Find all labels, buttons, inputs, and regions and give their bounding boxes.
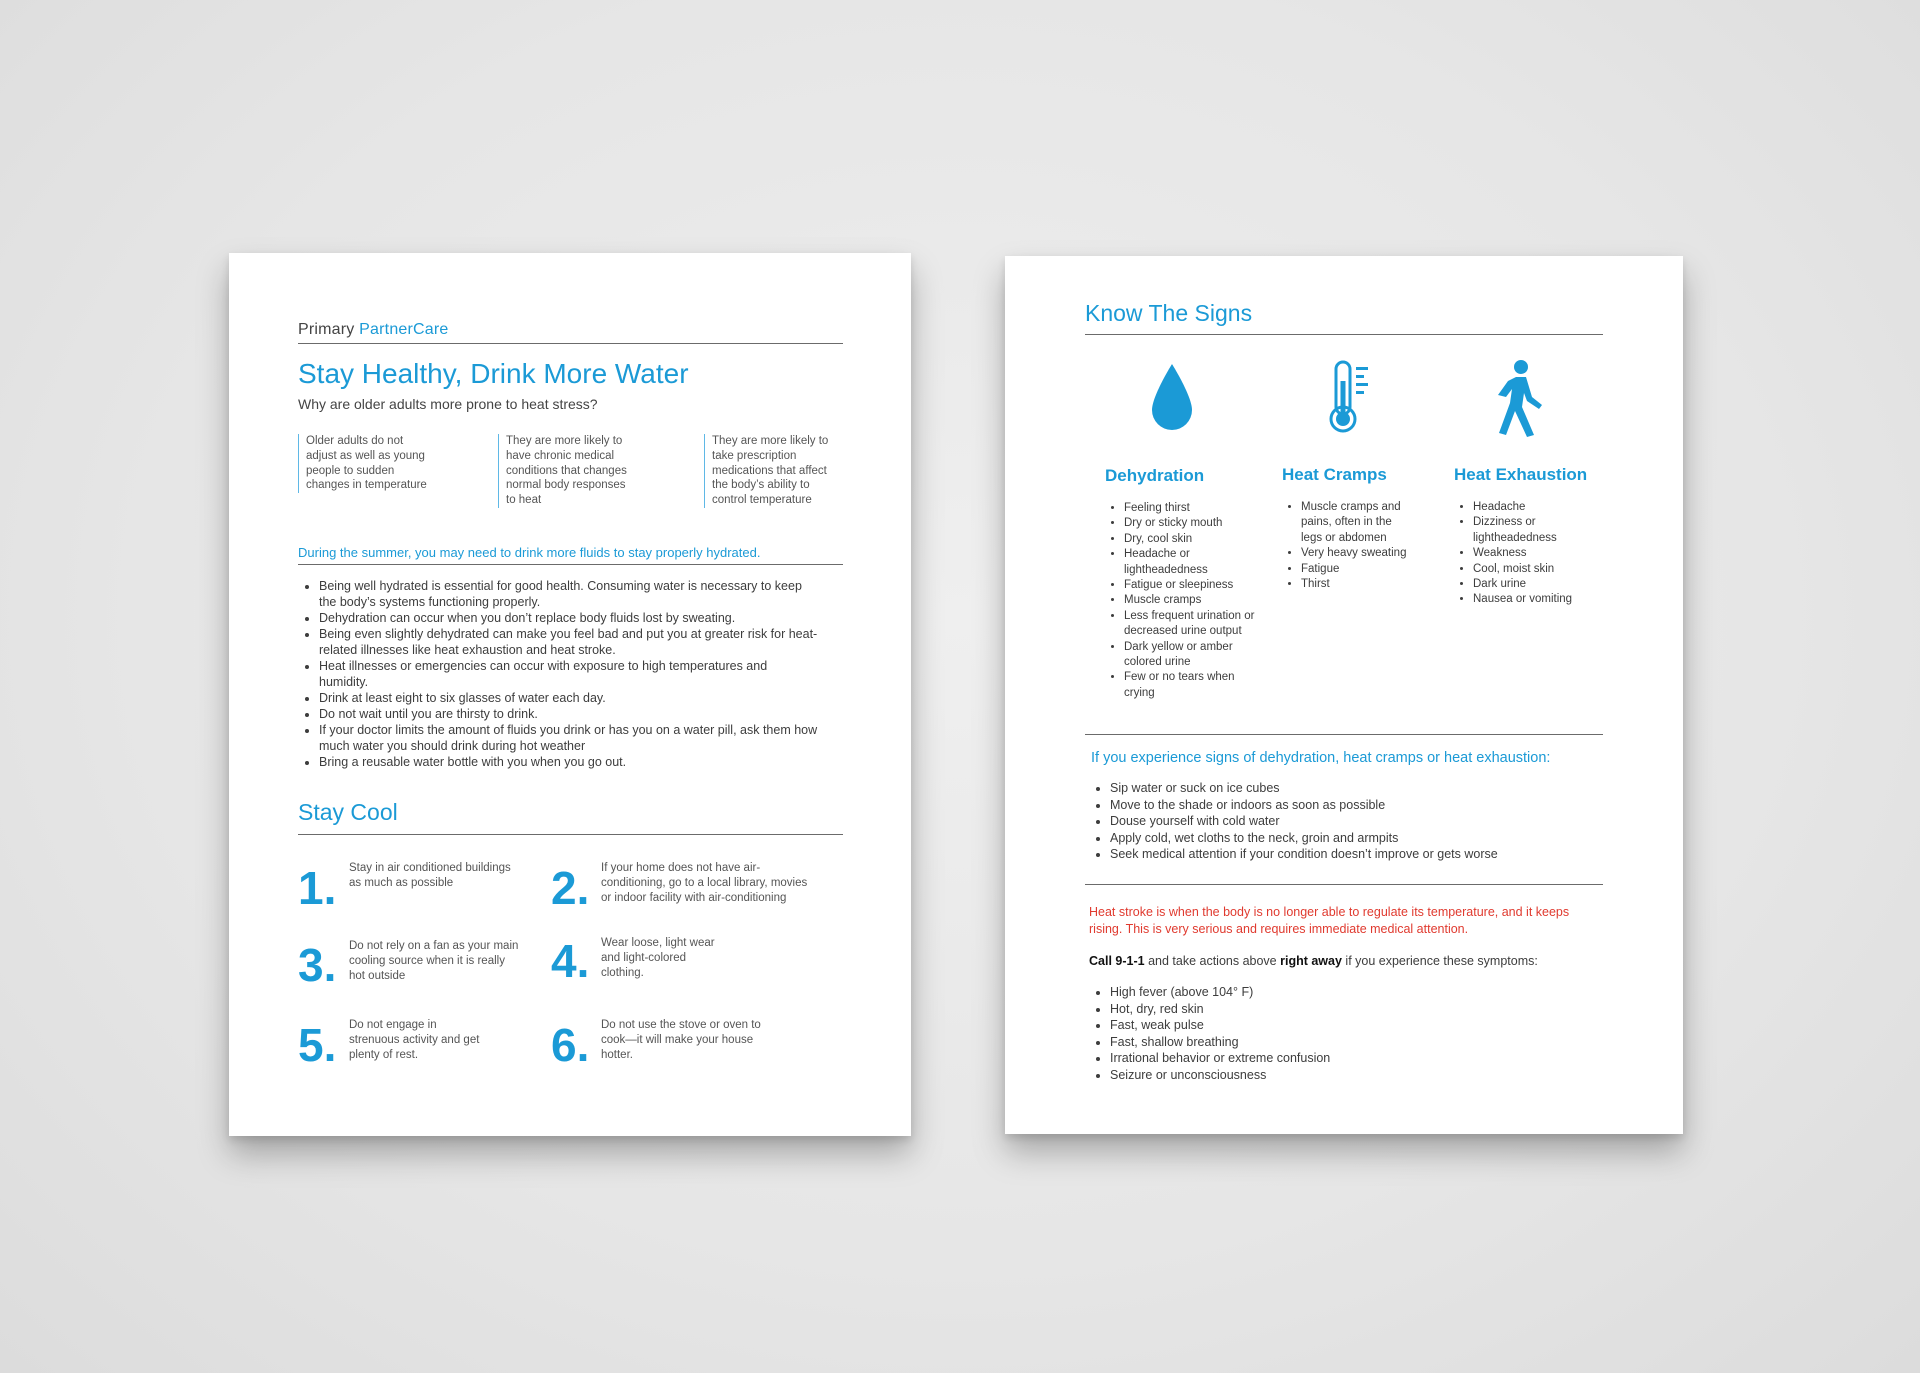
tip-text: Do not use the stove or oven to cook—it will make your house hotter. (601, 1019, 761, 1061)
reason-column-3: They are more likely to take prescription medications that affect the body’s ability to control temperature (704, 434, 842, 508)
experience-list (1089, 780, 1609, 863)
list-item: • Dry, cool skin (1124, 532, 1255, 547)
logo-word-partnercare: PartnerCare (359, 321, 449, 338)
sign-title-heat-cramps: Heat Cramps (1282, 465, 1387, 484)
summer-divider (298, 564, 843, 565)
list-item: • Fast, weak pulse (1110, 1017, 1609, 1034)
flyer-page-back (1005, 256, 1683, 1134)
summer-note: During the summer, you may need to drink more fluids to stay properly hydrated. (298, 545, 761, 560)
tip-number: 1. (298, 862, 337, 914)
list-item: • Weakness (1473, 546, 1604, 561)
list-item: • Dizziness or lightheadedness (1473, 515, 1573, 546)
know-signs-title: Know The Signs (1085, 300, 1253, 326)
tip-number: 5. (298, 1019, 337, 1071)
water-drop-icon (1149, 362, 1195, 434)
list-item: • Sip water or suck on ice cubes (1110, 780, 1609, 797)
reason-column-1: Older adults do not adjust as well as young people to sudden changes in temperature (298, 434, 436, 493)
sign-title-heat-exhaustion: Heat Exhaustion (1454, 465, 1588, 484)
list-item: • High fever (above 104° F) (1110, 984, 1609, 1001)
list-item: • Move to the shade or indoors as soon as possible (1110, 797, 1609, 814)
list-item: • Dry or sticky mouth (1124, 516, 1255, 531)
list-item: • Seizure or unconsciousness (1110, 1067, 1609, 1084)
call-911-line (1089, 954, 1538, 968)
list-item: • Being even slightly dehydrated can make you feel bad and put you at greater risk for heat-related illnesses like heat exhaustion and heat stroke. (319, 626, 818, 658)
tip-text: Stay in air conditioned buildings as much as possible (349, 862, 511, 889)
list-item: • Do not wait until you are thirsty to drink. (319, 706, 818, 722)
list-item: • Less frequent urination or decreased urine output (1124, 609, 1255, 640)
page-title: Stay Healthy, Drink More Water (298, 358, 689, 389)
call-mid-text: and take actions above (1144, 954, 1281, 968)
list-item: • Dark yellow or amber colored urine (1124, 640, 1244, 671)
list-item: • Heat illnesses or emergencies can occur with exposure to high temperatures and humidity. (319, 658, 818, 690)
list-item: • Feeling thirst (1124, 501, 1255, 516)
experience-divider (1085, 884, 1603, 885)
tip-text: Do not rely on a fan as your main cooling source when it is really hot outside (349, 940, 519, 982)
call-number: Call 9-1-1 (1089, 954, 1145, 968)
stay-cool-divider (298, 834, 843, 835)
flyer-page-front (229, 253, 911, 1136)
list-item: • Fatigue or sleepiness (1124, 578, 1255, 593)
hydration-bullets (298, 578, 818, 770)
list-item: • Few or no tears when crying (1124, 670, 1244, 701)
walking-person-icon (1494, 359, 1546, 439)
reason-column-2: They are more likely to have chronic medical conditions that changes normal body responses to heat (498, 434, 636, 508)
list-item: • Cool, moist skin (1473, 562, 1604, 577)
stay-cool-title: Stay Cool (298, 799, 398, 825)
tip-text: If your home does not have air-conditioning, go to a local library, movies or indoor facility with air-conditioning (601, 862, 808, 904)
list-item: • Hot, dry, red skin (1110, 1001, 1609, 1018)
page-subtitle: Why are older adults more prone to heat stress? (298, 396, 598, 412)
list-item: • Bring a reusable water bottle with you when you go out. (319, 754, 818, 770)
heat-stroke-warning: Heat stroke is when the body is no longer able to regulate its temperature, and it keeps rising. This is very serious and requires immediate medical attention. (1089, 905, 1570, 936)
tip-number: 4. (551, 935, 590, 987)
heat-stroke-symptoms (1089, 984, 1609, 1084)
list-item: • Nausea or vomiting (1473, 592, 1604, 607)
list-item: • Dehydration can occur when you don’t replace body fluids lost by sweating. (319, 610, 818, 626)
header-divider (298, 343, 843, 344)
list-item: • Drink at least eight to six glasses of water each day. (319, 690, 818, 706)
signs-divider (1085, 334, 1603, 335)
list-item: • Dark urine (1473, 577, 1604, 592)
experience-heading: If you experience signs of dehydration, heat cramps or heat exhaustion: (1091, 750, 1551, 766)
list-item: • Thirst (1301, 577, 1432, 592)
brand-logo (298, 321, 449, 339)
call-end-text: if you experience these symptoms: (1341, 954, 1538, 968)
sign-title-dehydration: Dehydration (1105, 466, 1205, 485)
signs-bottom-divider (1085, 734, 1603, 735)
call-emphasis: right away (1280, 954, 1342, 968)
list-item: • Apply cold, wet cloths to the neck, groin and armpits (1110, 830, 1609, 847)
list-item: • Headache or lightheadedness (1124, 547, 1224, 578)
thermometer-icon (1327, 359, 1373, 435)
tip-text: Do not engage in strenuous activity and get plenty of rest. (349, 1019, 480, 1061)
list-item: • Very heavy sweating (1301, 546, 1432, 561)
heat-cramps-list (1282, 500, 1432, 592)
tip-number: 3. (298, 939, 337, 991)
list-item: • Muscle cramps (1124, 593, 1255, 608)
tip-text: Wear loose, light wear and light-colored clothing. (601, 937, 715, 979)
list-item: • Douse yourself with cold water (1110, 813, 1609, 830)
tip-number: 2. (551, 862, 590, 914)
logo-word-primary: Primary (298, 321, 355, 338)
tip-number: 6. (551, 1019, 590, 1071)
list-item: • Being well hydrated is essential for good health. Consuming water is necessary to keep the body’s systems functioning properly. (319, 578, 818, 610)
list-item: • Headache (1473, 500, 1604, 515)
list-item: • Fatigue (1301, 562, 1432, 577)
list-item: • Fast, shallow breathing (1110, 1034, 1609, 1051)
list-item: • Muscle cramps and pains, often in the legs or abdomen (1301, 500, 1416, 546)
heat-exhaustion-list (1454, 500, 1604, 608)
list-item: • Seek medical attention if your condition doesn’t improve or gets worse (1110, 846, 1609, 863)
list-item: • If your doctor limits the amount of fluids you drink or has you on a water pill, ask them how much water you should drink during hot weather (319, 722, 818, 754)
dehydration-list (1105, 501, 1255, 701)
list-item: • Irrational behavior or extreme confusion (1110, 1050, 1609, 1067)
